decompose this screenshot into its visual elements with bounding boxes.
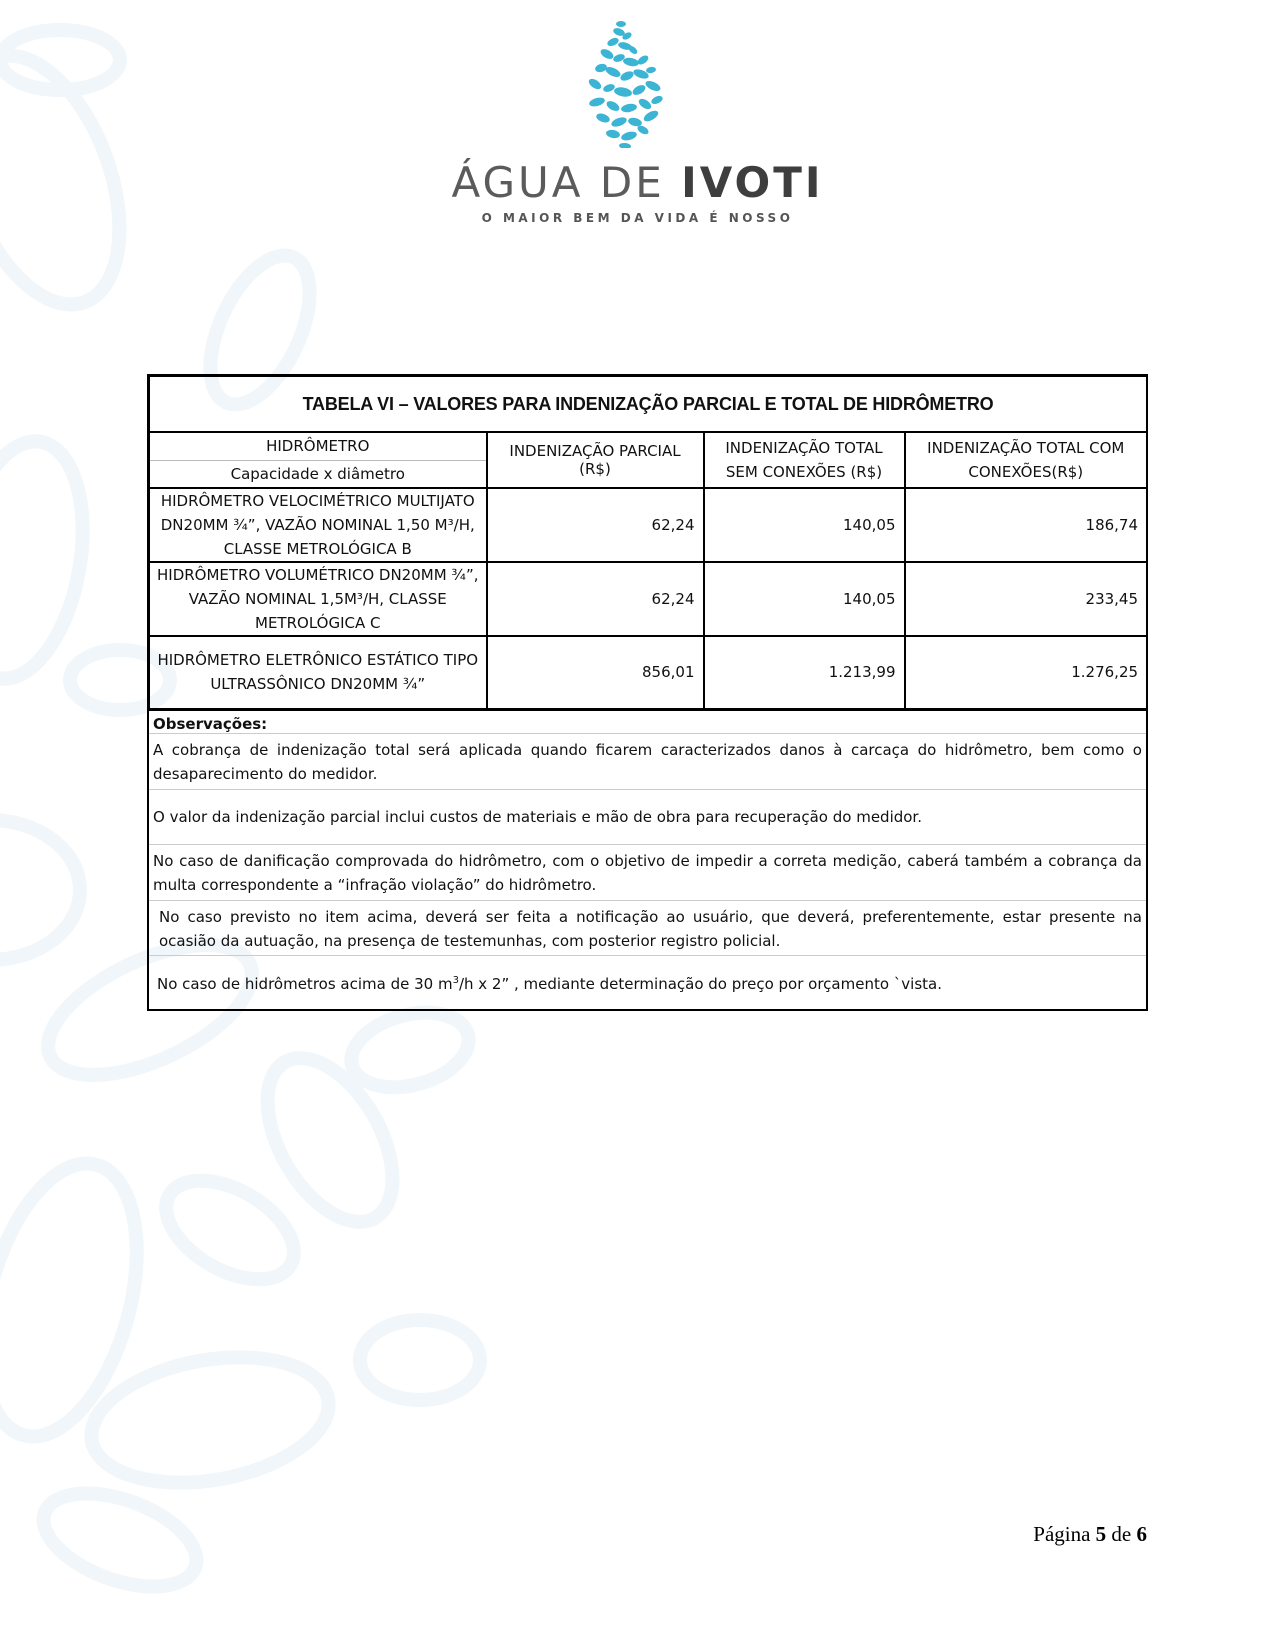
row-description: HIDRÔMETRO VELOCIMÉTRICO MULTIJATO DN20MM ¾”, VAZÃO NOMINAL 1,50 M³/H, CLASSE METROLÓGICA B — [150, 488, 487, 562]
page-number — [1033, 1522, 1147, 1547]
observation-item: A cobrança de indenização total será aplicada quando ficarem caracterizados danos à carcaça do hidrômetro, bem como o desaparecimento do medidor. — [149, 733, 1146, 789]
header-col-hidrometro: HIDRÔMETRO — [150, 432, 487, 460]
observation-last-sup: 3 — [452, 974, 459, 986]
page-total: 6 — [1136, 1522, 1147, 1546]
brand-tagline: O MAIOR BEM DA VIDA É NOSSO — [481, 211, 794, 225]
header-logo — [0, 0, 1275, 240]
brand-name-bold: IVOTI — [681, 158, 824, 207]
row-parcial: 62,24 — [487, 488, 704, 562]
brand-name-light: ÁGUA DE — [451, 158, 682, 207]
table-row — [150, 636, 1147, 708]
observation-last-pre: No caso de hidrômetros acima de 30 m — [157, 974, 453, 993]
brand-name — [0, 158, 1275, 207]
observation-item: No caso previsto no item acima, deverá ser feita a notificação ao usuário, que deverá, preferentemente, estar presente na ocasião da autuação, na presença de testemunhas, com posterior registro policial. — [149, 900, 1146, 955]
table-row — [150, 488, 1147, 562]
page-of: de — [1111, 1522, 1132, 1546]
observation-item: O valor da indenização parcial inclui custos de materiais e mão de obra para recuperação do medidor. — [149, 789, 1146, 844]
table-title: TABELA VI – VALORES PARA INDENIZAÇÃO PARCIAL E TOTAL DE HIDRÔMETRO — [150, 377, 1147, 433]
observation-last-post: /h x 2” , mediante determinação do preço por orçamento `vista. — [458, 974, 942, 993]
observations-heading: Observações: — [149, 709, 1146, 733]
header-col-total-sem: INDENIZAÇÃO TOTAL SEM CONEXÕES (R$) — [704, 432, 905, 488]
row-description: HIDRÔMETRO VOLUMÉTRICO DN20MM ¾”, VAZÃO NOMINAL 1,5M³/H, CLASSE METROLÓGICA C — [150, 562, 487, 636]
observation-item: No caso de danificação comprovada do hidrômetro, com o objetivo de impedir a correta medição, caberá também a cobrança da multa correspondente a “infração violação” do hidrômetro. — [149, 844, 1146, 900]
row-total-sem: 140,05 — [704, 488, 905, 562]
page-current: 5 — [1095, 1522, 1107, 1546]
tariff-table-container — [147, 374, 1148, 1011]
water-drop-icon — [573, 18, 703, 148]
table-row — [150, 562, 1147, 636]
page-word: Página — [1033, 1522, 1091, 1546]
row-total-com: 186,74 — [905, 488, 1147, 562]
observation-item-large-meters — [149, 955, 1146, 1009]
row-total-com: 1.276,25 — [905, 636, 1147, 708]
row-total-sem: 140,05 — [704, 562, 905, 636]
header-col-capacidade: Capacidade x diâmetro — [150, 460, 487, 488]
tariff-table — [149, 376, 1147, 709]
row-description: HIDRÔMETRO ELETRÔNICO ESTÁTICO TIPO ULTRASSÔNICO DN20MM ¾” — [150, 636, 487, 708]
row-total-sem: 1.213,99 — [704, 636, 905, 708]
header-col-total-com: INDENIZAÇÃO TOTAL COM CONEXÕES(R$) — [905, 432, 1147, 488]
row-parcial: 856,01 — [487, 636, 704, 708]
observations-section — [149, 709, 1146, 1009]
row-parcial: 62,24 — [487, 562, 704, 636]
header-col-parcial: INDENIZAÇÃO PARCIAL (R$) — [487, 432, 704, 488]
row-total-com: 233,45 — [905, 562, 1147, 636]
